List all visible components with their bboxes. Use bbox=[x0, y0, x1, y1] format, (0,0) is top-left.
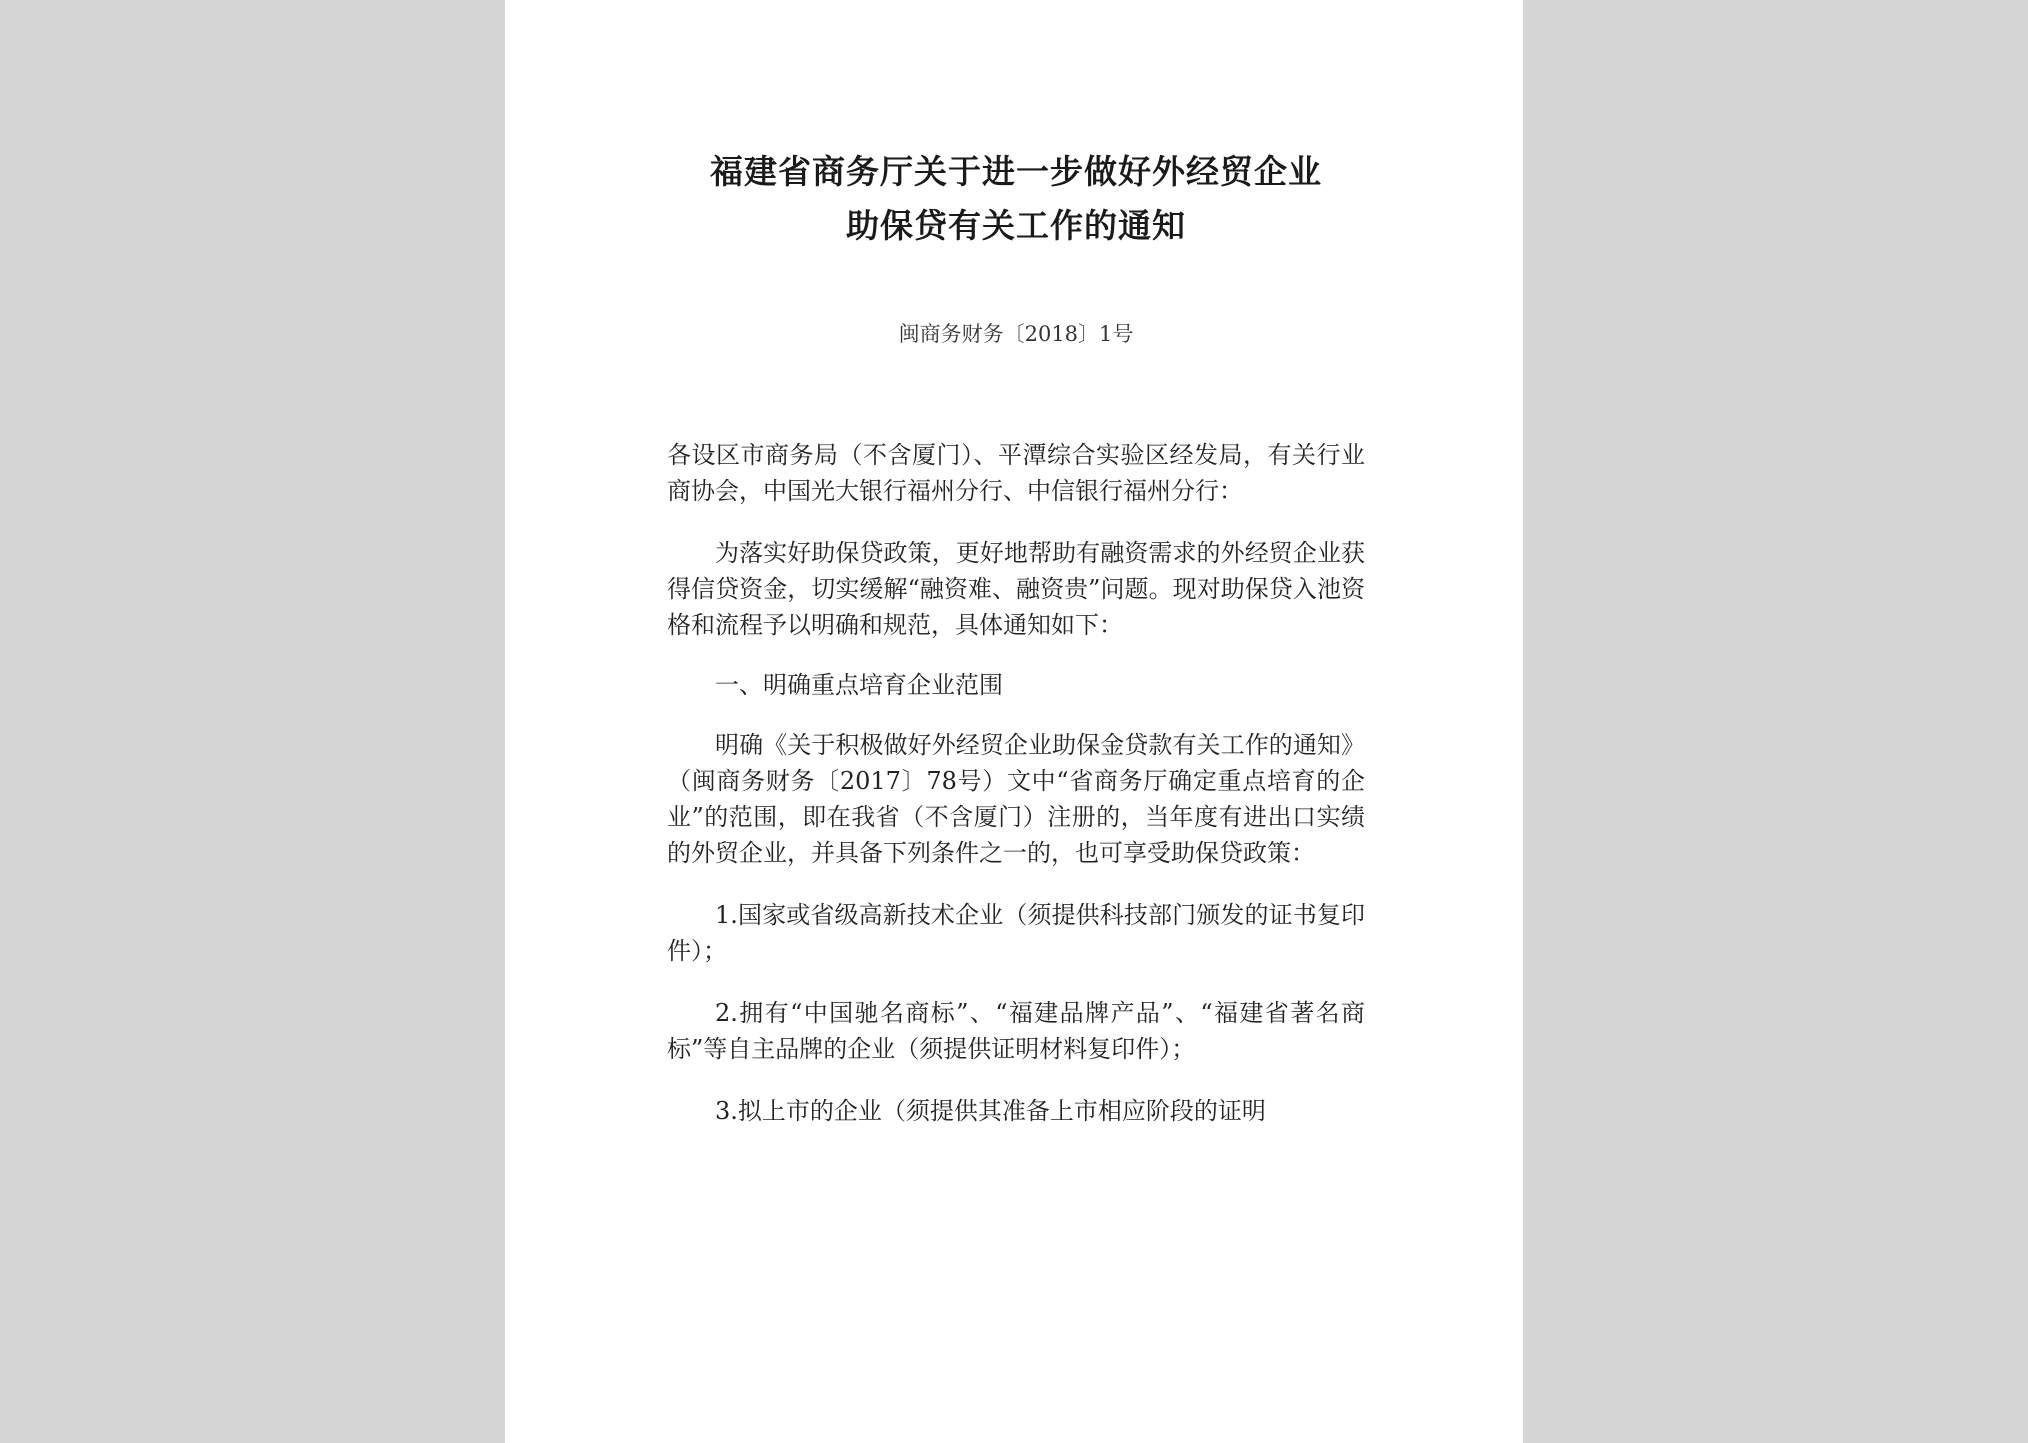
title-line-2: 助保贷有关工作的通知 bbox=[846, 206, 1186, 245]
list-item-1: 1.国家或省级高新技术企业（须提供科技部门颁发的证书复印件）； bbox=[667, 901, 1365, 965]
recipients-paragraph: 各设区市商务局（不含厦门）、平潭综合实验区经发局，有关行业商协会，中国光大银行福州分行、中信银行福州分行： bbox=[667, 441, 1365, 505]
intro-paragraph: 为落实好助保贷政策，更好地帮助有融资需求的外经贸企业获得信贷资金，切实缓解“融资难、融资贵”问题。现对助保贷入池资格和流程予以明确和规范，具体通知如下： bbox=[667, 539, 1365, 639]
list-item-3: 3.拟上市的企业（须提供其准备上市相应阶段的证明 bbox=[715, 1097, 1266, 1125]
section-1-body: 明确《关于积极做好外经贸企业助保金贷款有关工作的通知》（闽商务财务〔2017〕78号）文中“省商务厅确定重点培育的企业”的范围，即在我省（不含厦门）注册的，当年度有进出口实绩的外贸企业，并具备下列条件之一的，也可享受助保贷政策： bbox=[667, 731, 1365, 867]
section-1-heading: 一、明确重点培育企业范围 bbox=[715, 671, 1003, 699]
page-content bbox=[667, 145, 1365, 1129]
document-number: 闽商务财务〔2018〕1号 bbox=[898, 322, 1134, 346]
document-title bbox=[667, 145, 1365, 253]
document-page bbox=[505, 0, 1523, 1443]
title-line-1: 福建省商务厅关于进一步做好外经贸企业 bbox=[710, 152, 1322, 191]
list-item-2: 2.拥有“中国驰名商标”、“福建品牌产品”、“福建省著名商标”等自主品牌的企业（须提供证明材料复印件）； bbox=[667, 999, 1365, 1063]
